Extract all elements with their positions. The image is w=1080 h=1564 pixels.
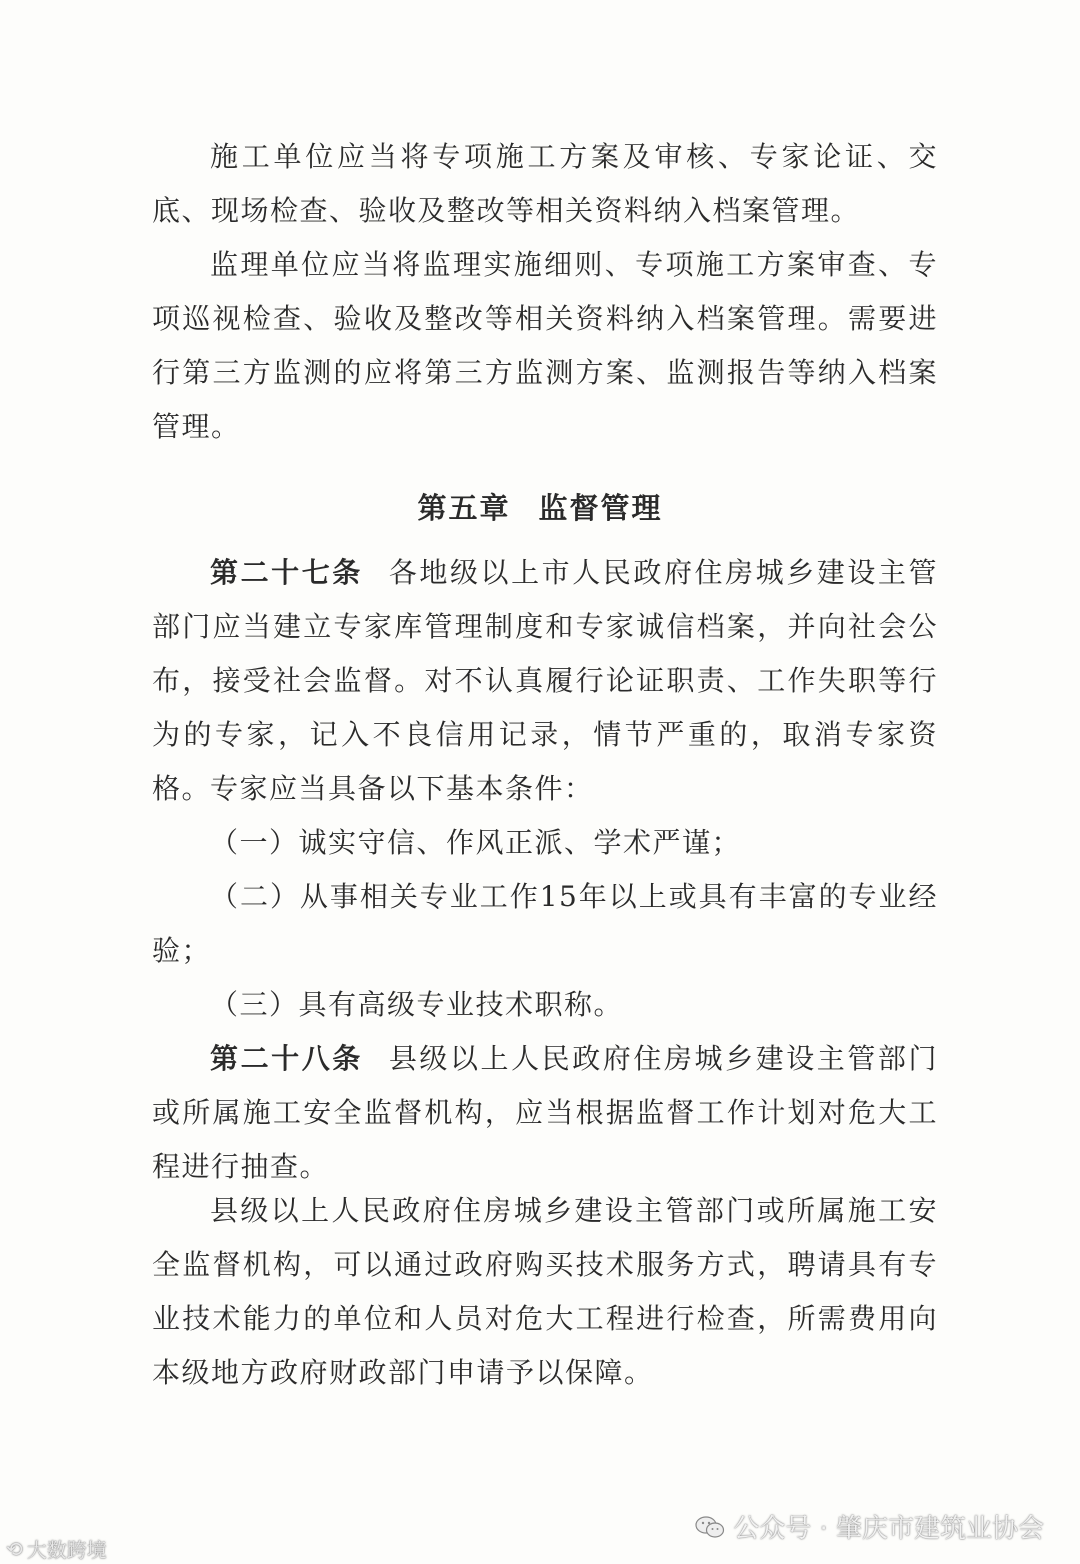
article-27-text: 各地级以上市人民政府住房城乡建设主管部门应当建立专家库管理制度和专家诚信档案，并向社会公布，接受社会监督。对不认真履行论证职责、工作失职等行为的专家，记入不良信用记录，情节严重的，取消专家资格。	[152, 556, 938, 805]
watermark-logo-icon: ⟲	[6, 1536, 23, 1561]
paragraph-supervision-archive: 监理单位应当将监理实施细则、专项施工方案审查、专项巡视检查、验收及整改等相关资料纳入档案管理。需要进行第三方监测的应将第三方监测方案、监测报告等纳入档案管理。	[152, 248, 938, 443]
expert-conditions-intro: 专家应当具备以下基本条件：	[210, 772, 594, 805]
condition-1: （一）诚实守信、作风正派、学术严谨；	[210, 826, 742, 859]
watermark-right-text: 公众号 · 肇庆市建筑业协会	[733, 1514, 1044, 1544]
wechat-icon	[695, 1515, 725, 1539]
article-28	[152, 1032, 938, 1194]
watermark-left-text: 大数跨境	[26, 1538, 107, 1562]
article-27-label: 第二十七条	[210, 556, 363, 589]
article-28-text: 县级以上人民政府住房城乡建设主管部门或所属施工安全监督机构，应当根据监督工作计划对危大工程进行抽查。	[152, 1042, 938, 1183]
watermark-left	[6, 1534, 107, 1563]
watermark-right	[695, 1508, 1044, 1545]
article-28-label: 第二十八条	[210, 1042, 363, 1075]
condition-3: （三）具有高级专业技术职称。	[210, 988, 624, 1021]
article-28-paragraph-2: 县级以上人民政府住房城乡建设主管部门或所属施工安全监督机构，可以通过政府购买技术服务方式，聘请具有专业技术能力的单位和人员对危大工程进行检查，所需费用向本级地方政府财政部门申请予以保障。	[152, 1194, 938, 1389]
paragraph-construction-archive: 施工单位应当将专项施工方案及审核、专家论证、交底、现场检查、验收及整改等相关资料纳入档案管理。	[152, 140, 938, 227]
chapter-number: 第五章	[417, 491, 511, 525]
chapter-heading	[0, 486, 1080, 527]
chapter-title: 监督管理	[538, 491, 663, 525]
watermark-footer	[0, 1490, 1080, 1564]
condition-2: （二）从事相关专业工作15年以上或具有丰富的专业经验；	[152, 880, 938, 967]
